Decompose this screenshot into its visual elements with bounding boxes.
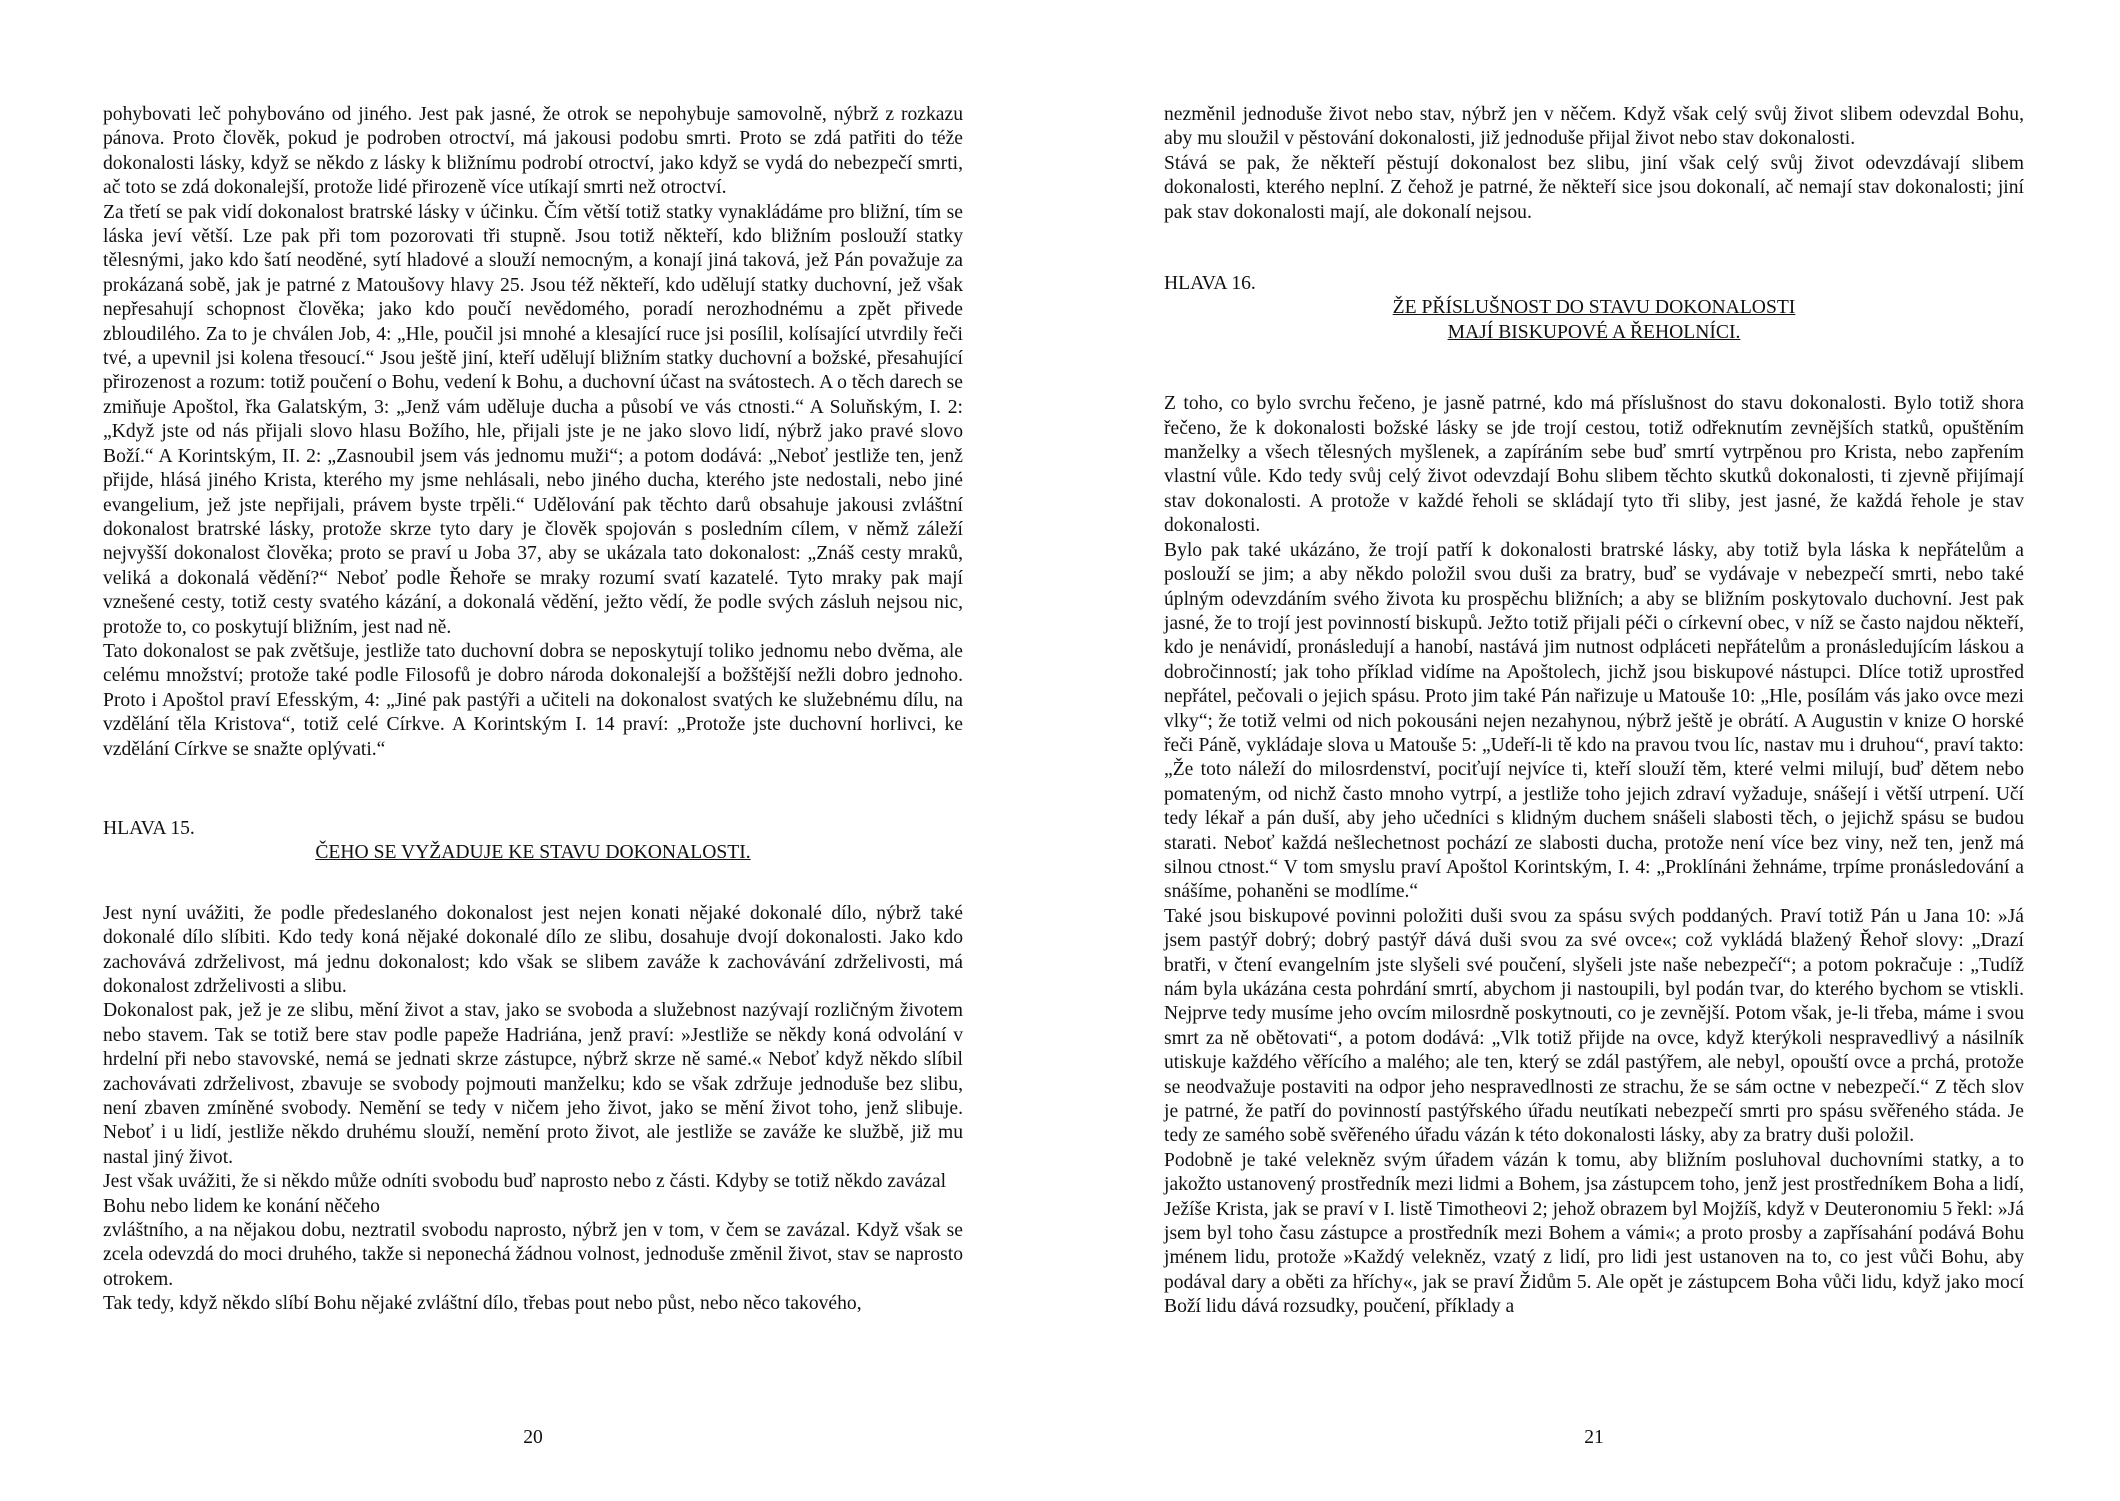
page-number: 21 (1584, 1427, 1604, 1448)
right-page (1164, 0, 2024, 1501)
chapter-label: HLAVA 16. (1164, 273, 1256, 295)
left-page-text (103, 103, 963, 1317)
left-page (103, 0, 963, 1501)
chapter-title-line: ŽE PŘÍSLUŠNOST DO STAVU DOKONALOSTI (1392, 297, 1796, 319)
paragraph: Také jsou biskupové povinni položiti duši svou za spásu svých poddaných. Praví totiž Pán u Jana 10: »Já jsem pastýř dobrý; dobrý pastýř dává duši svou za své ovce«; což vykládá blažený Řehoř slovy: „Drazí bratři, v čtení evangelním jste slyšeli své poučení, slyšeli jste naše nebezpečí“; a potom pokračuje : „Tudíž nám byla ukázána cesta pohrdání smrtí, abychom ji nastoupili, byl podán tvar, do kterého bychom se vtiskli. Nejprve tedy musíme jeho ovcím milosrdně poskytnouti, co je zevnější. Potom však, je-li třeba, máme i svou smrt za ně obětovati“, a potom dodává: „Vlk totiž přijde na ovce, když kterýkoli nespravedlivý a násilník utiskuje každého věřícího a malého; ale ten, který se zdál pastýřem, ale nebyl, opouští ovce a prchá, protože se neodvažuje postaviti na odpor jeho nespravedlnosti ze strachu, že se sám octne v nebezpečí.“ Z těch slov je patrné, že patří do povinností pastýřského úřadu neutíkati nebezpečí smrti pro spásu svěřeného stáda. Je tedy ze samého sobě svěřeného úřadu vázán k této dokonalosti lásky, aby za bratry duši položil. (1164, 905, 2024, 1147)
paragraph: nezměnil jednoduše život nebo stav, nýbrž jen v něčem. Když však celý svůj život slibem odevzdal Bohu, aby mu sloužil v pěstování dokonalosti, již jednoduše přijal život nebo stav dokonalosti. (1164, 104, 2024, 150)
paragraph: Za třetí se pak vidí dokonalost bratrské lásky v účinku. Čím větší totiž statky vynakládáme pro bližní, tím se láska jeví větší. Lze pak při tom pozorovati tři stupně. Jsou totiž někteří, kdo bližním poslouží statky tělesnými, jako kdo šatí neoděné, sytí hladové a slouží nemocným, a konají jiná taková, jež Pán považuje za prokázaná sobě, jak je patrné z Matoušovy hlavy 25. Jsou též někteří, kdo udělují statky duchovní, jež však nepřesahují schopnost člověka; jako kdo poučí nevědomého, poradí nerozhodnému a zpět přivede zbloudilého. Za to je chválen Job, 4: „Hle, poučil jsi mnohé a klesající ruce jsi posílil, kolísající utvrdily řeči tvé, a upevnil jsi kolena třesoucí.“ Jsou ještě jiní, kteří udělují bližním statky duchovní a božské, přesahující přirozenost a rozum: totiž poučení o Bohu, vedení k Bohu, a duchovní účast na svátostech. A o těch darech se zmiňuje Apoštol, řka Galatským, 3: „Jenž vám uděluje ducha a působí ve vás ctnosti.“ A Soluňským, I. 2: „Když jste od nás přijali slovo hlasu Božího, hle, přijali jste je ne jako slovo lidí, nýbrž jako pravé slovo Boží.“ A Korintským, II. 2: „Zasnoubil jsem vás jednomu muži“; a potom dodává: „Neboť jestliže ten, jenž přijde, hlásá jiného Krista, kterého my jsme nehlásali, nebo jiného ducha, kterého jste nedostali, nebo jiné evangelium, jež jste nepřijali, právem byste trpěli.“ Udělování pak těchto darů obsahuje jakousi zvláštní dokonalost bratrské lásky, protože skrze tyto dary je člověk spojován s posledním cílem, v němž záleží nejvyšší dokonalost člověka; proto se praví u Joba 37, aby se ukázala tato dokonalost: „Znáš cesty mraků, veliká a dokonalá vědění?“ Neboť podle Řehoře se mraky rozumí svatí kazatelé. Tyto mraky pak mají vznešené cesty, totiž cesty svatého kázání, a dokonalá vědění, ježto vědí, že podle svých zásluh nejsou nic, protože to, co poskytují bližním, jest nad ně. (103, 201, 963, 638)
chapter-title-line: MAJÍ BISKUPOVÉ A ŘEHOLNÍCI. (1447, 321, 1741, 343)
chapter-title: ČEHO SE VYŽADUJE KE STAVU DOKONALOSTI. (315, 842, 751, 864)
paragraph: Jest však uvážiti, že si někdo může odníti svobodu buď naprosto nebo z části. Kdyby se totiž někdo zavázal Bohu nebo lidem ke konání něčeho (103, 1171, 947, 1217)
paragraph: Jest nyní uvážiti, že podle předeslaného dokonalost jest nejen konati nějaké dokonalé dílo, nýbrž také dokonalé dílo slíbiti. Kdo tedy koná nějaké dokonalé dílo ze slibu, dosahuje dvojí dokonalosti. Jako kdo zachovává zdrželivost, má jednu dokonalost; kdo však se slibem zaváže k zachovávání zdrželivosti, má dokonalost zdrželivosti a slibu. (103, 902, 963, 997)
paragraph: Bylo pak také ukázáno, že trojí patří k dokonalosti bratrské lásky, aby totiž byla láska k nepřátelům a poslouží se jim; a aby někdo položil svou duši za bratry, buď se vydávaje v nebezpečí smrti, nebo také úplným odevzdáním svého života ku prospěchu bližních; a aby se bližním poskytovalo duchovní. Jest pak jasné, že to trojí jest povinností biskupů. Ježto totiž přijali péči o církevní obec, v níž se často najdou někteří, kdo je nenávidí, pronásledují a hanobí, nastává jim nutnost odpláceti nepřátelům a pronásledujícím láskou a dobročinností; jak toho příklad vidíme na Apoštolech, jichž jsou biskupové nástupci. Dlíce totiž uprostřed nepřátel, pečovali o jejich spásu. Proto jim také Pán nařizuje u Matouše 10: „Hle, posílám vás jako ovce mezi vlky“; že totiž velmi od nich pokousáni nejen nezahynou, nýbrž ještě je obrátí. A Augustin v knize O horské řeči Páně, vykládaje slova u Matouše 5: „Udeří-li tě kdo na pravou tvou líc, nastav mu i druhou“, praví takto: „Že toto náleží do milosrdenství, pociťují nejvíce ti, kteří slouží těm, které velmi milují, buď dětem nebo pomateným, od nichž často mnoho vytrpí, a jestliže toho jejich zdraví vyžaduje, snášejí i větší utrpení. Učí tedy lékař a pán duší, aby jeho učedníci s klidným duchem snášeli slabosti těch, o jejichž spásu se budou starati. Neboť každá nešlechetnost pochází ze slabosti ducha, protože není více bez viny, než ten, jenž má silnou ctnost.“ V tom smyslu praví Apoštol Korintským, I. 4: „Proklínáni žehnáme, trpíme pronásledování a snášíme, pohaněni se modlíme.“ (1164, 539, 2024, 903)
paragraph: pohybovati leč pohybováno od jiného. Jest pak jasné, že otrok se nepohybuje samovolně, nýbrž z rozkazu pánova. Proto člověk, pokud je podroben otroctví, má jakousi podobu smrti. Proto se zdá patřiti do téže dokonalosti lásky, když se někdo z lásky k bližnímu podrobí otroctví, jako když se vydá do nebezpečí smrti, ač toto se zdá dokonalejší, protože lidé přirozeně více utíkají smrti než otroctví. (103, 104, 963, 199)
paragraph: Z toho, co bylo svrchu řečeno, je jasně patrné, kdo má příslušnost do stavu dokonalosti. Bylo totiž shora řečeno, že k dokonalosti božské lásky se jde trojí cestou, totiž odřeknutím zevnějších statků, opuštěním manželky a všech tělesných myšlenek, a zapíráním sebe buď smrtí vytrpěnou pro Krista, nebo zapřením vlastní vůle. Kdo tedy svůj celý život odevzdají Bohu slibem těchto skutků dokonalosti, ti zjevně přijímají stav dokonalosti. A protože v každé řeholi se skládají tyto tři sliby, jest jasné, že každá řehole je stav dokonalosti. (1164, 393, 2024, 537)
paragraph: Dokonalost pak, jež je ze slibu, mění život a stav, jako se svoboda a služebnost nazývají rozličným životem nebo stavem. Tak se totiž bere stav podle papeže Hadriána, jenž praví: »Jestliže se někdy koná odvolání v hrdelní při nebo stavovské, nemá se jednati skrze zástupce, nýbrž skrze ně samé.« Neboť když někdo slíbil zachovávati zdrželivost, zbavuje se svobody pojmouti manželku; kdo se však zdržuje jednoduše bez slibu, není zbaven zmíněné svobody. Nemění se tedy v ničem jeho život, jako se mění život toho, jenž slibuje. Neboť i u lidí, jestliže někdo druhému slouží, nemění proto život, ale jestliže se zaváže ke službě, již mu nastal jiný život. (103, 1000, 963, 1168)
chapter-label: HLAVA 15. (103, 817, 195, 839)
paragraph: Stává se pak, že někteří pěstují dokonalost bez slibu, jiní však celý svůj život odevzdávají slibem dokonalosti, kterého neplní. Z čehož je patrné, že někteří sice jsou dokonalí, ač nemají stav dokonalosti; jiní pak stav dokonalosti mají, ale dokonalí nejsou. (1164, 152, 2024, 223)
paragraph: Tato dokonalost se pak zvětšuje, jestliže tato duchovní dobra se neposkytují toliko jednomu nebo dvěma, ale celému množství; protože také podle Filosofů je dobro národa dokonalejší a božštější nežli dobro jednoho. Proto i Apoštol praví Efesským, 4: „Jiné pak pastýři a učiteli na dokonalost svatých ke služebnému dílu, na vzdělání těla Kristova“, totiž celé Církve. A Korintským I. 14 praví: „Protože jste duchovní horlivci, ke vzdělání Církve se snažte oplývati.“ (103, 640, 963, 760)
paragraph: Tak tedy, když někdo slíbí Bohu nějaké zvláštní dílo, třebas pout nebo půst, nebo něco takového, (103, 1293, 862, 1315)
page-number: 20 (523, 1427, 543, 1448)
chapter-title (1164, 296, 2024, 345)
paragraph: Podobně je také velekněz svým úřadem vázán k tomu, aby bližním posluhoval duchovními statky, a to jakožto ustanovený prostředník mezi lidmi a Bohem, jsa zástupcem toho, jenž jest prostředníkem Boha a lidí, Ježíše Krista, jak se praví v I. listě Timotheovi 2; jehož obrazem byl Mojžíš, když v Deuteronomiu 5 řekl: »Já jsem byl toho času zástupce a prostředník mezi Bohem a vámi«; a proto prosby a zapřísahání podává Bohu jménem lidu, protože »Každý velekněz, vzatý z lidí, pro lidi jest ustanoven na to, co jest vůči Bohu, aby podával dary a oběti za hříchy«, jak se praví Židům 5. Ale opět je zástupcem Boha vůči lidu, když jako mocí Boží lidu dává rozsudky, poučení, příklady a (1164, 1149, 2024, 1318)
right-page-text (1164, 103, 2024, 1320)
paragraph: zvláštního, a na nějakou dobu, neztratil svobodu naprosto, nýbrž jen v tom, v čem se zavázal. Když však se zcela odevzdá do moci druhého, takže si neponechá žádnou volnost, jednoduše změnil život, stav se naprosto otrokem. (103, 1220, 963, 1290)
